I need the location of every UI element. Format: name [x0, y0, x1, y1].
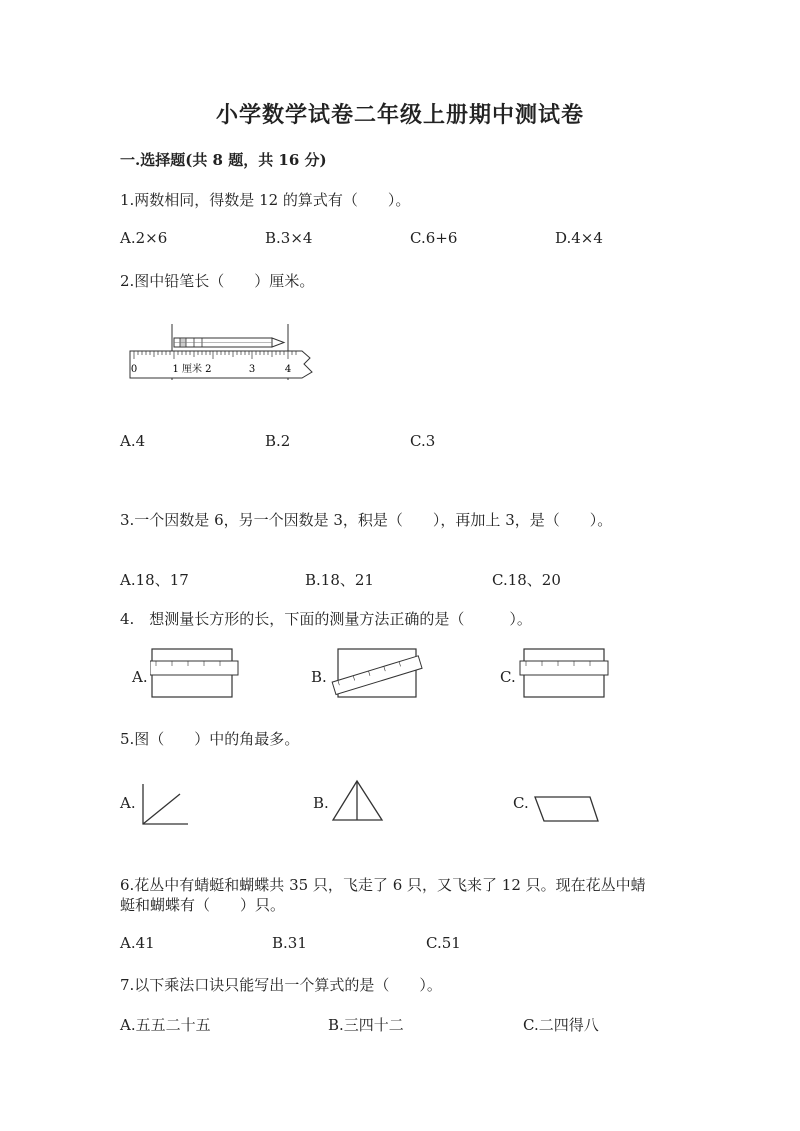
question-1: 1.两数相同，得数是 12 的算式有（ ）。 [120, 191, 411, 209]
question-2: 2.图中铅笔长（ ）厘米。 [120, 272, 315, 290]
q5-figure-c [532, 794, 602, 824]
q6-option-a[interactable]: A.41 [120, 934, 155, 952]
q2-option-c[interactable]: C.3 [410, 432, 436, 450]
q4-figure-c [518, 645, 610, 701]
q1-option-b[interactable]: B.3×4 [265, 229, 313, 247]
q4-option-b[interactable]: B. [311, 668, 327, 686]
question-3: 3.一个因数是 6，另一个因数是 3，积是（ ），再加上 3，是（ ）。 [120, 511, 613, 529]
question-6-line-2: 蜓和蝴蝶有（ ）只。 [120, 896, 286, 914]
q7-option-a[interactable]: A.五五二十五 [120, 1016, 211, 1034]
q4-figure-a [150, 645, 240, 701]
q5-option-b[interactable]: B. [313, 794, 329, 812]
section-heading: 一.选择题(共 8 题，共 16 分) [120, 151, 327, 169]
question-5: 5.图（ ）中的角最多。 [120, 730, 300, 748]
q3-option-a[interactable]: A.18、17 [120, 571, 189, 589]
question-7: 7.以下乘法口诀只能写出一个算式的是（ ）。 [120, 976, 442, 994]
question-6-line-1: 6.花丛中有蜻蜓和蝴蝶共 35 只，飞走了 6 只，又飞来了 12 只。现在花丛中蜻 [120, 876, 646, 894]
q5-option-c[interactable]: C. [513, 794, 529, 812]
q1-option-d[interactable]: D.4×4 [555, 229, 603, 247]
q2-option-b[interactable]: B.2 [265, 432, 291, 450]
q7-option-c[interactable]: C.二四得八 [523, 1016, 599, 1034]
q4-option-c[interactable]: C. [500, 668, 516, 686]
pencil-ruler-figure [122, 318, 327, 390]
q3-option-b[interactable]: B.18、21 [305, 571, 374, 589]
ruler-label-1-2: 1 厘米 2 [172, 364, 212, 375]
q3-option-c[interactable]: C.18、20 [492, 571, 561, 589]
q5-figure-b [330, 778, 385, 826]
ruler-label-3: 3 [248, 364, 256, 375]
q1-option-a[interactable]: A.2×6 [120, 229, 168, 247]
q6-option-b[interactable]: B.31 [272, 934, 307, 952]
q6-option-c[interactable]: C.51 [426, 934, 461, 952]
q1-option-c[interactable]: C.6+6 [410, 229, 458, 247]
q4-option-a[interactable]: A. [132, 668, 148, 686]
q5-figure-a [140, 782, 190, 828]
q4-figure-b [330, 643, 425, 703]
ruler-label-0: 0 [130, 364, 138, 375]
q2-option-a[interactable]: A.4 [120, 432, 146, 450]
q7-option-b[interactable]: B.三四十二 [328, 1016, 404, 1034]
q5-option-a[interactable]: A. [120, 794, 136, 812]
question-4: 4. 想测量长方形的长，下面的测量方法正确的是（ ）。 [120, 610, 532, 628]
page-title: 小学数学试卷二年级上册期中测试卷 [215, 102, 584, 128]
ruler-label-4: 4 [284, 364, 292, 375]
